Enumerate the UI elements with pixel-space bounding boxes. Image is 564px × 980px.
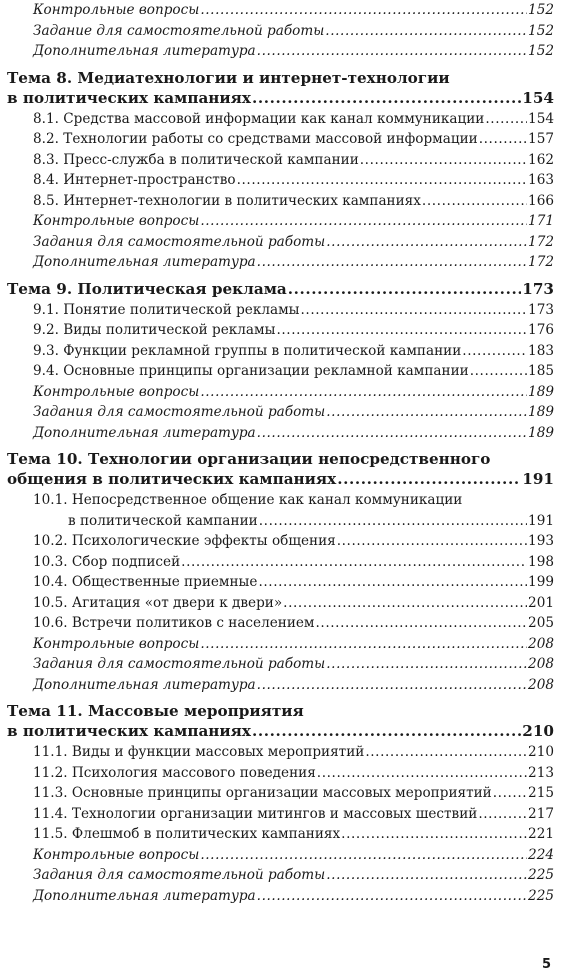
page-ref: 217 <box>528 805 554 822</box>
page-ref: 173 <box>528 301 554 318</box>
leader-dots <box>200 845 527 866</box>
page-ref: 210 <box>528 744 554 760</box>
page-ref: 210 <box>522 722 554 740</box>
entry-title: 8.2. Технологии работы со средствами массовой информации <box>33 131 478 147</box>
leader-dots <box>326 654 527 675</box>
leader-dots <box>252 88 521 109</box>
leader-dots <box>470 361 527 382</box>
page-ref: 213 <box>528 764 554 781</box>
leader-dots <box>252 721 521 742</box>
entry-title: 11.3. Основные принципы организации массовых мероприятий <box>33 785 492 801</box>
toc-entry[interactable] <box>33 865 554 886</box>
page-ref: 172 <box>528 254 554 270</box>
theme-title-line[interactable] <box>7 469 554 490</box>
toc-entry[interactable] <box>33 531 554 552</box>
toc-entry[interactable] <box>33 552 554 573</box>
page-ref: 173 <box>522 279 554 298</box>
page-ref: 224 <box>528 846 554 863</box>
entry-title: 8.1. Средства массовой информации как канал коммуникации <box>33 110 485 127</box>
page-ref: 208 <box>528 635 554 652</box>
entry-title: 9.4. Основные принципы организации рекламной кампании <box>33 363 469 379</box>
leader-dots <box>360 150 527 171</box>
page-ref: 157 <box>528 131 554 147</box>
entry-title: 11.1. Виды и функции массовых мероприятий <box>33 744 365 760</box>
entry-title: 9.1. Понятие политической рекламы <box>33 301 300 318</box>
leader-dots <box>326 865 527 886</box>
toc-entry[interactable] <box>33 783 554 804</box>
page-ref: 189 <box>528 424 554 441</box>
page-ref: 189 <box>528 404 554 420</box>
toc-entry[interactable] <box>33 654 554 675</box>
entry-title: Задание для самостоятельной работы <box>33 22 325 39</box>
toc-entry[interactable] <box>33 845 554 866</box>
toc-entry[interactable] <box>33 191 554 212</box>
entry-title: 10.5. Агитация «от двери к двери» <box>33 594 283 611</box>
entry-title: 10.4. Общественные приемные <box>33 574 258 590</box>
theme-title-line1: Тема 8. Медиатехнологии и интернет-технологии <box>7 68 450 87</box>
entry-title: Тема 9. Политическая реклама <box>7 279 287 298</box>
leader-dots <box>257 41 527 62</box>
leader-dots <box>326 402 527 423</box>
table-of-contents <box>7 0 554 906</box>
leader-dots <box>259 511 527 532</box>
entry-title: Задания для самостоятельной работы <box>33 867 326 883</box>
leader-dots <box>258 572 527 593</box>
entry-title: 8.5. Интернет-технологии в политических кампаниях <box>33 192 421 209</box>
leader-dots <box>200 211 527 232</box>
leader-dots <box>276 320 527 341</box>
leader-dots <box>288 279 522 300</box>
page-ref: 225 <box>528 887 554 904</box>
toc-entry[interactable] <box>33 211 554 232</box>
theme-heading[interactable] <box>7 68 554 109</box>
page-ref: 193 <box>528 533 554 549</box>
page-ref: 208 <box>528 656 554 672</box>
toc-entry[interactable] <box>33 763 554 784</box>
leader-dots <box>337 469 521 490</box>
page-ref: 205 <box>528 615 554 631</box>
page-ref: 199 <box>528 574 554 590</box>
toc-entry[interactable] <box>33 613 554 634</box>
toc-entry[interactable] <box>33 41 554 62</box>
toc-entry[interactable] <box>33 742 554 763</box>
page-ref: 176 <box>528 322 554 338</box>
entry-title: 9.2. Виды политической рекламы <box>33 322 276 338</box>
entry-title: 8.3. Пресс-служба в политической кампании <box>33 151 359 168</box>
entry-title: Контрольные вопросы <box>33 213 200 229</box>
toc-entry[interactable] <box>33 382 554 403</box>
theme-title-line[interactable] <box>7 721 554 742</box>
entry-title: Дополнительная литература <box>33 43 256 59</box>
toc-entry[interactable] <box>33 341 554 362</box>
toc-entry[interactable] <box>33 21 554 42</box>
toc-entry-continuation[interactable] <box>33 511 554 532</box>
toc-entry[interactable] <box>33 300 554 321</box>
page-number: 5 <box>541 957 551 972</box>
leader-dots <box>257 423 527 444</box>
entry-title: Задания для самостоятельной работы <box>33 656 326 672</box>
toc-entry[interactable] <box>33 804 554 825</box>
page-ref: 171 <box>528 213 554 229</box>
page-ref: 225 <box>528 867 554 883</box>
entry-title: 11.2. Психология массового поведения <box>33 764 316 781</box>
page-ref: 191 <box>528 512 554 529</box>
leader-dots <box>365 742 527 763</box>
page-ref: 172 <box>528 233 554 250</box>
toc-entry[interactable] <box>33 170 554 191</box>
entry-title: в политических кампаниях <box>7 88 251 107</box>
leader-dots <box>326 232 527 253</box>
leader-dots <box>485 109 527 130</box>
entry-title: Дополнительная литература <box>33 887 256 904</box>
theme-title-line1: Тема 11. Массовые мероприятия <box>7 702 304 720</box>
leader-dots <box>181 552 527 573</box>
entry-title: 10.6. Встречи политиков с населением <box>33 615 315 631</box>
leader-dots <box>257 886 527 907</box>
toc-entry[interactable] <box>33 320 554 341</box>
theme-title-line1: Тема 10. Технологии организации непосредственного <box>7 450 491 468</box>
toc-entry[interactable] <box>33 634 554 655</box>
leader-dots <box>200 0 527 21</box>
leader-dots <box>493 783 527 804</box>
leader-dots <box>317 763 527 784</box>
leader-dots <box>257 675 527 696</box>
page-ref: 154 <box>528 110 554 127</box>
page-ref: 154 <box>522 88 554 107</box>
theme-title-line[interactable] <box>7 279 554 300</box>
toc-entry[interactable] <box>33 593 554 614</box>
page-ref: 162 <box>528 151 554 168</box>
page-ref: 191 <box>522 470 554 488</box>
entry-title: Дополнительная литература <box>33 254 256 270</box>
toc-entry[interactable] <box>33 129 554 150</box>
toc-entry-multiline[interactable] <box>33 490 554 531</box>
entry-title: Задания для самостоятельной работы <box>33 233 326 250</box>
leader-dots <box>200 382 527 403</box>
leader-dots <box>316 613 528 634</box>
entry-title: 10.2. Психологические эффекты общения <box>33 533 336 549</box>
themes-container <box>7 62 554 907</box>
entry-title-first-line: 10.1. Непосредственное общение как канал коммуникации <box>33 492 463 508</box>
leader-dots <box>237 170 527 191</box>
leader-dots <box>325 21 527 42</box>
theme-heading[interactable] <box>7 701 554 742</box>
page-ref: 183 <box>528 342 554 359</box>
toc-entry[interactable] <box>33 150 554 171</box>
entry-title: 9.3. Функции рекламной группы в политической кампании <box>33 342 462 359</box>
leader-dots <box>257 252 527 273</box>
toc-entry[interactable] <box>33 361 554 382</box>
page-ref: 152 <box>528 43 554 59</box>
toc-entry[interactable] <box>33 252 554 273</box>
page-ref: 152 <box>528 22 554 39</box>
toc-entry[interactable] <box>33 109 554 130</box>
entry-title: Контрольные вопросы <box>33 635 200 652</box>
page-ref: 215 <box>528 785 554 801</box>
page-ref: 163 <box>528 172 554 188</box>
leader-dots <box>283 593 527 614</box>
leader-dots <box>301 300 528 321</box>
entry-title: Контрольные вопросы <box>33 383 200 400</box>
toc-entry[interactable] <box>33 0 554 21</box>
page-ref: 198 <box>528 553 554 570</box>
entry-title: Дополнительная литература <box>33 676 256 693</box>
entry-title: Контрольные вопросы <box>33 846 200 863</box>
entry-title: 10.3. Сбор подписей <box>33 553 181 570</box>
page-ref: 221 <box>528 826 554 842</box>
leader-dots <box>478 804 527 825</box>
leader-dots <box>422 191 527 212</box>
entry-title: Задания для самостоятельной работы <box>33 404 326 420</box>
theme-title-line[interactable] <box>7 88 554 109</box>
toc-entry[interactable] <box>33 824 554 845</box>
entry-title: общения в политических кампаниях <box>7 470 337 488</box>
toc-entry[interactable] <box>33 232 554 253</box>
theme-heading[interactable] <box>7 279 554 300</box>
entry-title: Контрольные вопросы <box>33 2 200 18</box>
theme-heading[interactable] <box>7 449 554 490</box>
leader-dots <box>462 341 527 362</box>
entry-title: в политических кампаниях <box>7 722 251 740</box>
leader-dots <box>479 129 527 150</box>
entry-title: в политической кампании <box>68 512 258 529</box>
toc-entry[interactable] <box>33 572 554 593</box>
leader-dots <box>200 634 527 655</box>
entry-title: 8.4. Интернет-пространство <box>33 172 236 188</box>
toc-entry[interactable] <box>33 402 554 423</box>
toc-entry[interactable] <box>33 886 554 907</box>
page-ref: 185 <box>528 363 554 379</box>
leader-dots <box>341 824 527 845</box>
page-ref: 166 <box>528 192 554 209</box>
page-ref: 201 <box>528 594 554 611</box>
entry-title: 11.4. Технологии организации митингов и массовых шествий <box>33 805 478 822</box>
page-ref: 152 <box>528 2 554 18</box>
toc-entry[interactable] <box>33 675 554 696</box>
toc-entry[interactable] <box>33 423 554 444</box>
intro-section <box>33 0 554 62</box>
page-ref: 189 <box>528 383 554 400</box>
entry-title: 11.5. Флешмоб в политических кампаниях <box>33 826 341 842</box>
leader-dots <box>337 531 527 552</box>
entry-title: Дополнительная литература <box>33 424 256 441</box>
page-ref: 208 <box>528 676 554 693</box>
